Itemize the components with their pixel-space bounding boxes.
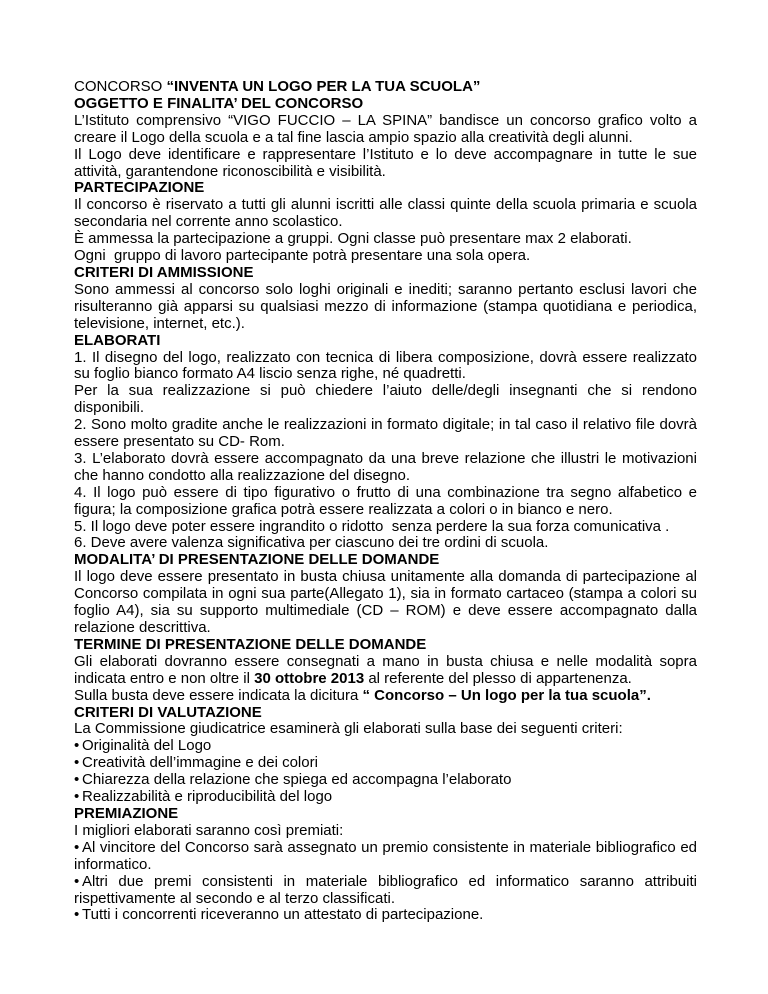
title-prefix: CONCORSO xyxy=(74,78,167,95)
document-page xyxy=(74,79,697,924)
termine-text-after-date: al referente del plesso di appartenenza. xyxy=(364,669,632,687)
heading-partecipazione: PARTECIPAZIONE xyxy=(74,179,205,197)
busta-dicitura: “ Concorso – Un logo per la tua scuola”. xyxy=(362,686,651,704)
bullet-icon: • xyxy=(74,737,80,755)
list-item xyxy=(74,789,697,806)
elaborati-paragraph-2: Per la sua realizzazione si può chiedere l’aiuto delle/degli insegnanti che si rendono disponibili. xyxy=(74,382,697,417)
bullet-icon: • xyxy=(74,754,80,772)
termine-paragraph-1 xyxy=(74,654,697,688)
list-item-text: Chiarezza della relazione che spiega ed accompagna l’elaborato xyxy=(82,771,512,789)
heading-oggetto: OGGETTO E FINALITA’ DEL CONCORSO xyxy=(74,94,364,112)
list-item xyxy=(74,772,697,789)
heading-elaborati: ELABORATI xyxy=(74,331,161,349)
oggetto-paragraph-2: Il Logo deve identificare e rappresentare l’Istituto e lo deve accompagnare in tutte le sue attività, garantendone riconoscibilità e visibilità. xyxy=(74,145,697,180)
list-item-text: Creatività dell’immagine e dei colori xyxy=(82,754,318,772)
heading-valutazione: CRITERI DI VALUTAZIONE xyxy=(74,703,262,721)
list-item-text: Altri due premi consistenti in materiale bibliografico ed informatico saranno attribuiti rispettivamente al secondo e al terzo classificati. xyxy=(74,872,697,907)
valutazione-intro: La Commissione giudicatrice esaminerà gli elaborati sulla base dei seguenti criteri: xyxy=(74,720,623,738)
list-item xyxy=(74,738,697,755)
list-item xyxy=(74,755,697,772)
termine-text-before-date: Gli elaborati dovranno essere consegnati a mano in busta chiusa e nelle modalità sopra indicata entro e non oltre il xyxy=(74,652,697,687)
title-name: “INVENTA UN LOGO PER LA TUA SCUOLA” xyxy=(166,78,481,95)
list-item-text: Realizzabilità e riproducibilità del logo xyxy=(82,788,333,806)
termine-paragraph-2 xyxy=(74,688,697,705)
ammissione-paragraph-1: Sono ammessi al concorso solo loghi originali e inediti; saranno pertanto esclusi lavori che risulteranno già apparsi su qualsiasi mezzo di informazione (stampa quotidiana e periodica, televisione, internet, etc.). xyxy=(74,280,697,332)
elaborati-paragraph-6: 5. Il logo deve poter essere ingrandito o ridotto senza perdere la sua forza comunicativa . xyxy=(74,517,670,535)
partecipazione-paragraph-1: Il concorso è riservato a tutti gli alunni iscritti alle classi quinte della scuola primaria e scuola secondaria nel corrente anno scolastico. xyxy=(74,196,697,231)
heading-ammissione: CRITERI DI AMMISSIONE xyxy=(74,263,254,281)
document-title xyxy=(74,79,697,96)
heading-premiazione: PREMIAZIONE xyxy=(74,804,179,822)
premiazione-intro: I migliori elaborati saranno così premiati: xyxy=(74,821,344,839)
oggetto-paragraph-1: L’Istituto comprensivo “VIGO FUCCIO – LA SPINA” bandisce un concorso grafico volto a creare il Logo della scuola e a tal fine lascia ampio spazio alla creatività degli alunni. xyxy=(74,111,697,146)
bullet-icon: • xyxy=(74,771,80,789)
list-item-text: Tutti i concorrenti riceveranno un attestato di partecipazione. xyxy=(82,906,484,924)
list-item xyxy=(74,840,697,874)
elaborati-paragraph-5: 4. Il logo può essere di tipo figurativo o frutto di una combinazione tra segno alfabetico e figura; la composizione grafica potrà essere realizzata a colori o in bianco e nero. xyxy=(74,483,697,518)
bullet-icon: • xyxy=(74,906,80,924)
heading-modalita: MODALITA’ DI PRESENTAZIONE DELLE DOMANDE xyxy=(74,551,440,569)
deadline-date: 30 ottobre 2013 xyxy=(254,669,365,687)
bullet-icon: • xyxy=(74,838,80,856)
partecipazione-paragraph-2: È ammessa la partecipazione a gruppi. Ogni classe può presentare max 2 elaborati. xyxy=(74,230,632,248)
heading-termine: TERMINE DI PRESENTAZIONE DELLE DOMANDE xyxy=(74,635,427,653)
termine-text-busta: Sulla busta deve essere indicata la dicitura xyxy=(74,686,363,704)
modalita-paragraph-1: Il logo deve essere presentato in busta chiusa unitamente alla domanda di partecipazione al Concorso compilata in ogni sua parte(Allegato 1), sia in formato cartaceo (stampa a colori su foglio A4), sia su supporto multimediale (CD – ROM) e deve essere accompagnato dalla relazione descrittiva. xyxy=(74,568,697,636)
elaborati-paragraph-1: 1. Il disegno del logo, realizzato con tecnica di libera composizione, dovrà essere realizzato su foglio bianco formato A4 liscio senza righe, né quadretti. xyxy=(74,348,697,383)
list-item xyxy=(74,907,697,924)
elaborati-paragraph-3: 2. Sono molto gradite anche le realizzazioni in formato digitale; in tal caso il relativo file dovrà essere presentato su CD- Rom. xyxy=(74,416,697,451)
list-item-text: Al vincitore del Concorso sarà assegnato un premio consistente in materiale bibliografico ed informatico. xyxy=(74,838,697,873)
partecipazione-paragraph-3: Ogni gruppo di lavoro partecipante potrà presentare una sola opera. xyxy=(74,247,531,265)
elaborati-paragraph-7: 6. Deve avere valenza significativa per ciascuno dei tre ordini di scuola. xyxy=(74,534,549,552)
bullet-icon: • xyxy=(74,788,80,806)
bullet-icon: • xyxy=(74,872,80,890)
list-item-text: Originalità del Logo xyxy=(82,737,212,755)
elaborati-paragraph-4: 3. L’elaborato dovrà essere accompagnato da una breve relazione che illustri le motivazioni che hanno condotto alla realizzazione del disegno. xyxy=(74,449,697,484)
list-item xyxy=(74,874,697,908)
